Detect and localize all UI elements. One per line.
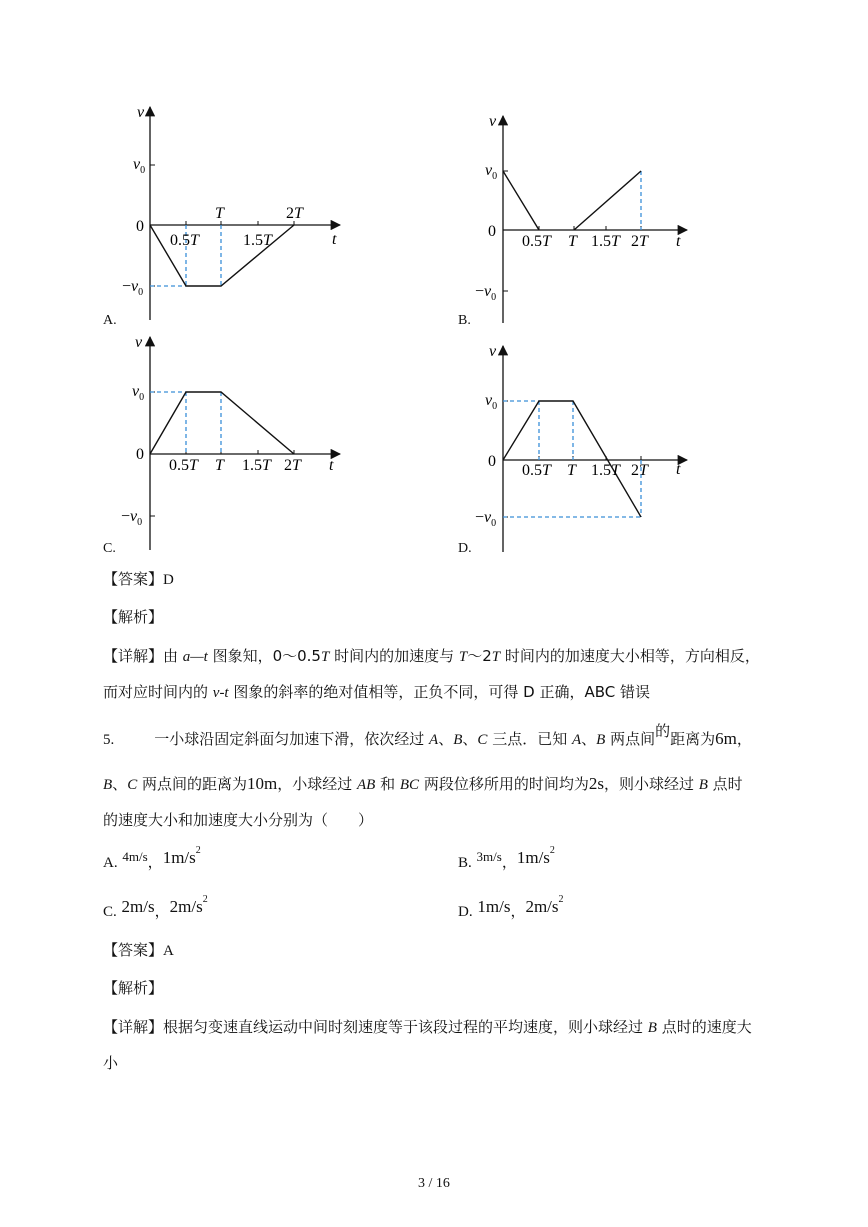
v0-label: $v_0$	[132, 383, 145, 403]
option-velocity: 1m/s	[477, 897, 511, 916]
point-b: B	[647, 1020, 657, 1036]
tick-label-2T: 2T	[631, 462, 648, 479]
q4-detail-line-1	[103, 646, 760, 667]
t-axis-label: t	[329, 457, 334, 474]
graph-c	[100, 327, 360, 552]
answer-tag: 【答案】	[103, 941, 164, 959]
text: 两点间	[605, 730, 656, 748]
t-axis-label: t	[332, 231, 337, 248]
graph-d-letter: D.	[458, 541, 472, 556]
text: 、	[112, 775, 128, 793]
q4-analysis-tag: 【解析】	[103, 608, 164, 626]
origin-label: 0	[488, 223, 496, 240]
v-axis-label: v	[489, 113, 497, 130]
detail-tag: 【详解】	[103, 1018, 164, 1036]
tick-label-1.5T: 1.5T	[591, 462, 620, 479]
q5-option-a[interactable]	[103, 845, 201, 872]
text: 时间内的加速度与	[329, 647, 459, 665]
text: 两点间的距离为	[137, 775, 247, 793]
point-b: B	[453, 732, 463, 748]
tick-label-0.5T: 0.5T	[170, 232, 199, 249]
graph-b-letter: B.	[458, 313, 471, 328]
tick-label-0.5T: 0.5T	[522, 233, 551, 250]
text: 和	[375, 775, 400, 793]
segment-bc: BC	[399, 777, 420, 793]
option-letter: D.	[458, 904, 473, 920]
tick-label-2T: 2T	[286, 205, 303, 222]
tick-label-T: T	[215, 457, 224, 474]
v0-label: $v_0$	[133, 156, 146, 176]
q5-line-3: 的速度大小和加速度大小分别为（ ）	[103, 811, 374, 829]
graph-a-letter: A.	[103, 313, 117, 328]
option-velocity: 3m/s	[476, 849, 502, 864]
text: 、	[438, 730, 454, 748]
point-b: B	[596, 732, 606, 748]
option-letter: A.	[103, 855, 118, 871]
answer-value: A	[163, 943, 174, 959]
point-b: B	[698, 777, 708, 793]
origin-label: 0	[488, 453, 496, 470]
graph-a-svg	[100, 95, 360, 335]
graph-a	[100, 95, 360, 335]
neg-v0-label: $-v_0$	[121, 508, 143, 528]
text: 时间内的加速度大小相等，方向相反，	[500, 647, 760, 665]
tick-label-0.5T: 0.5T	[169, 457, 198, 474]
q5-detail-line-2: 小	[103, 1054, 119, 1072]
option-acceleration: 2m/s	[169, 897, 203, 916]
graph-b-svg	[455, 108, 715, 333]
text: 点时	[707, 775, 743, 793]
exponent: 2	[195, 845, 201, 856]
text: 、	[581, 730, 597, 748]
q5-line-1	[103, 722, 752, 750]
v-axis-label: v	[135, 334, 143, 351]
tick-label-1.5T: 1.5T	[591, 233, 620, 250]
tick-label-1.5T: 1.5T	[242, 457, 271, 474]
text: ，	[154, 902, 170, 920]
text: 由	[163, 647, 183, 665]
tick-label-0.5T: 0.5T	[522, 462, 551, 479]
text: 图象知，0～0.5	[207, 647, 321, 665]
text: ，	[501, 853, 517, 871]
option-acceleration: 1m/s	[516, 848, 550, 867]
text: ，	[736, 730, 752, 748]
math: T	[458, 649, 468, 665]
text: 距离为	[670, 730, 716, 748]
exponent: 2	[549, 845, 555, 856]
math: T	[491, 649, 501, 665]
option-velocity: 2m/s	[121, 897, 155, 916]
point-a: A	[429, 732, 439, 748]
q5-option-d[interactable]	[458, 894, 564, 921]
t-axis-label: t	[676, 461, 681, 478]
tick-label-T: T	[567, 462, 576, 479]
option-acceleration: 2m/s	[525, 897, 559, 916]
text: 一小球沿固定斜面匀加速下滑，依次经过	[154, 730, 430, 748]
neg-v0-label: $-v_0$	[475, 283, 497, 303]
answer-tag: 【答案】	[103, 570, 164, 588]
q4-detail-line-2	[103, 682, 650, 703]
origin-label: 0	[136, 446, 144, 463]
tick-label-T: T	[568, 233, 577, 250]
point-a: A	[571, 732, 582, 748]
text: 的	[655, 722, 671, 740]
point-c: C	[477, 732, 488, 748]
question-number: 5.	[103, 732, 115, 748]
vt-curve	[503, 171, 539, 230]
neg-v0-label: $-v_0$	[475, 509, 497, 529]
option-acceleration: 1m/s	[162, 848, 196, 867]
graph-b	[455, 108, 715, 333]
vt-curve	[574, 171, 641, 230]
tick-label-2T: 2T	[631, 233, 648, 250]
v-axis-label: v	[137, 104, 145, 121]
tick-label-T: T	[215, 205, 224, 222]
text: ，	[147, 853, 163, 871]
text: 三点．已知	[487, 730, 572, 748]
q5-detail-line-1	[103, 1017, 752, 1038]
v-axis-label: v	[489, 343, 497, 360]
math: T	[320, 649, 330, 665]
distance-bc: 10m	[246, 774, 278, 793]
option-letter: B.	[458, 855, 472, 871]
text: 根据匀变速直线运动中间时刻速度等于该段过程的平均速度，则小球经过	[163, 1018, 648, 1036]
vt-curve	[503, 401, 641, 517]
time: 2s	[588, 774, 604, 793]
text: 而对应时间内的	[103, 683, 213, 701]
q5-option-c[interactable]	[103, 894, 208, 921]
text: 点时的速度大	[656, 1018, 752, 1036]
text: ，	[510, 902, 526, 920]
page-number: 3 / 16	[418, 1176, 450, 1191]
graph-c-letter: C.	[103, 541, 116, 556]
v0-label: $v_0$	[485, 162, 498, 182]
exponent: 2	[558, 894, 564, 905]
point-b: B	[103, 777, 113, 793]
q5-answer	[103, 940, 174, 961]
option-letter: C.	[103, 904, 117, 920]
text: ～2	[467, 647, 492, 665]
segment-ab: AB	[357, 777, 376, 793]
text: 两段位移所用的时间均为	[419, 775, 589, 793]
text: 、	[462, 730, 478, 748]
q5-line-2	[103, 774, 743, 795]
graph-d	[455, 340, 715, 555]
point-c: C	[127, 777, 138, 793]
answer-value: D	[163, 572, 174, 588]
q5-option-b[interactable]	[458, 845, 555, 872]
t-axis-label: t	[676, 233, 681, 250]
distance-ab: 6m	[715, 729, 737, 748]
graph-c-svg	[100, 327, 360, 552]
detail-tag: 【详解】	[103, 647, 164, 665]
text: ，小球经过	[277, 775, 357, 793]
vt-curve	[150, 392, 294, 454]
q4-answer	[103, 569, 174, 590]
text: 图象的斜率的绝对值相等，正负不同，可得 D 正确，ABC 错误	[228, 683, 650, 701]
graph-d-svg	[455, 340, 715, 555]
tick-label-2T: 2T	[284, 457, 301, 474]
option-velocity: 4m/s	[122, 849, 148, 864]
text: ，则小球经过	[603, 775, 699, 793]
exponent: 2	[202, 894, 208, 905]
v0-label: $v_0$	[485, 392, 498, 412]
tick-label-1.5T: 1.5T	[243, 232, 272, 249]
math: a—t	[182, 649, 208, 665]
neg-v0-label: $-v_0$	[122, 278, 144, 298]
q5-analysis-tag: 【解析】	[103, 979, 164, 997]
math: v-t	[212, 685, 229, 701]
origin-label: 0	[136, 218, 144, 235]
